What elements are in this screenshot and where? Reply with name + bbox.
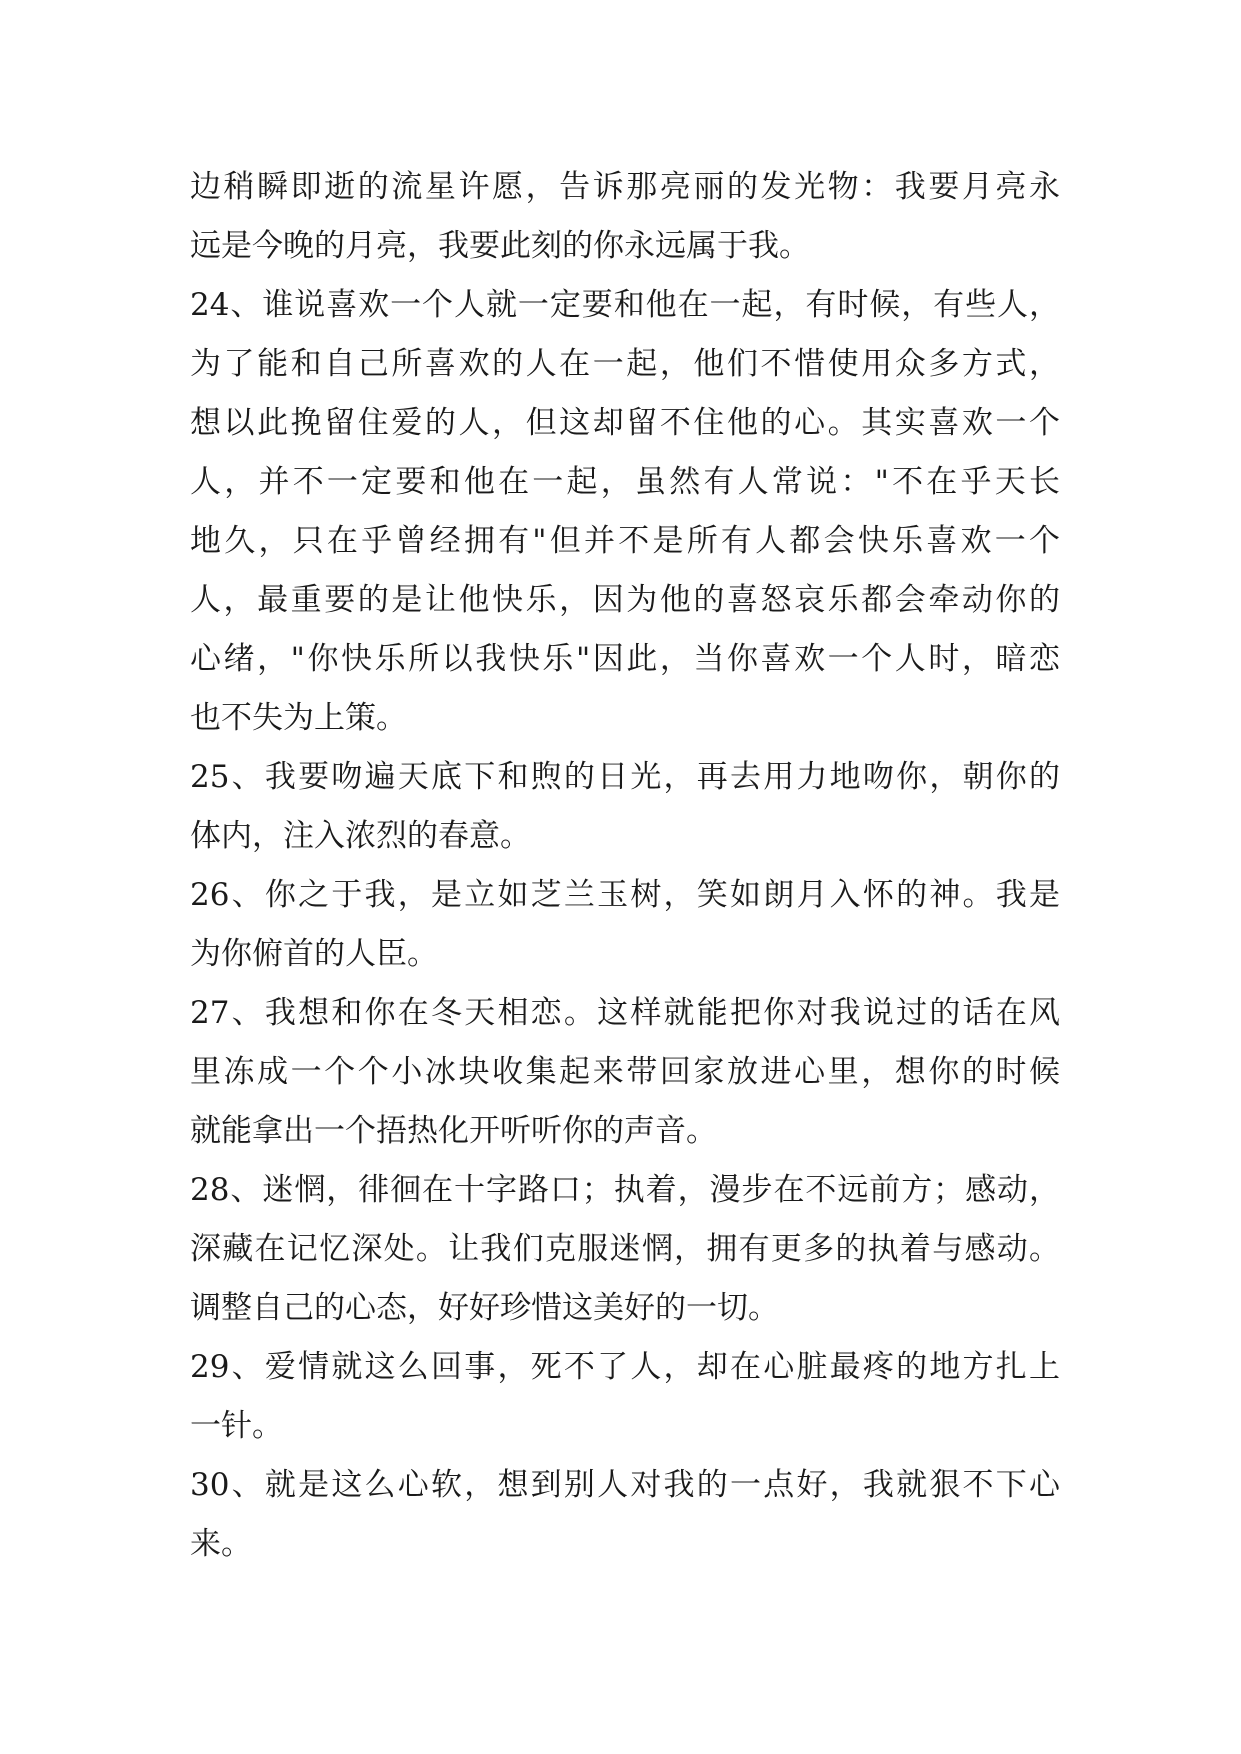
text-line: 深藏在记忆深处。让我们克服迷惘，拥有更多的执着与感动。: [190, 1231, 1060, 1267]
text-line: 30、就是这么心软，想到别人对我的一点好，我就狠不下心: [190, 1467, 1060, 1503]
text-line: 体内，注入浓烈的春意。: [190, 818, 531, 854]
text-line: 人，并不一定要和他在一起，虽然有人常说："不在乎天长: [190, 464, 1060, 500]
text-line: 为你俯首的人臣。: [190, 936, 438, 972]
text-line: 一针。: [190, 1408, 283, 1444]
text-line: 人，最重要的是让他快乐，因为他的喜怒哀乐都会牵动你的: [190, 582, 1060, 618]
text-line: 就能拿出一个捂热化开听听你的声音。: [190, 1113, 717, 1149]
text-line: 远是今晚的月亮，我要此刻的你永远属于我。: [190, 228, 810, 264]
text-line: 也不失为上策。: [190, 700, 407, 736]
document-body: [190, 158, 1060, 1574]
text-line: 27、我想和你在冬天相恋。这样就能把你对我说过的话在风: [190, 995, 1060, 1031]
text-line: 29、爱情就这么回事，死不了人，却在心脏最疼的地方扎上: [190, 1349, 1060, 1385]
text-line: 调整自己的心态，好好珍惜这美好的一切。: [190, 1290, 779, 1326]
text-line: 来。: [190, 1526, 252, 1562]
text-line: 想以此挽留住爱的人，但这却留不住他的心。其实喜欢一个: [190, 405, 1060, 441]
text-line: 里冻成一个个小冰块收集起来带回家放进心里，想你的时候: [190, 1054, 1060, 1090]
text-line: 26、你之于我，是立如芝兰玉树，笑如朗月入怀的神。我是: [190, 877, 1060, 913]
text-line: 25、我要吻遍天底下和煦的日光，再去用力地吻你，朝你的: [190, 759, 1060, 795]
text-line: 地久，只在乎曾经拥有"但并不是所有人都会快乐喜欢一个: [190, 523, 1060, 559]
text-line: 心绪，"你快乐所以我快乐"因此，当你喜欢一个人时，暗恋: [190, 641, 1060, 677]
text-line: 为了能和自己所喜欢的人在一起，他们不惜使用众多方式，: [190, 346, 1060, 382]
text-line: 28、迷惘，徘徊在十字路口；执着，漫步在不远前方；感动，: [190, 1172, 1060, 1208]
text-line: 24、谁说喜欢一个人就一定要和他在一起，有时候，有些人，: [190, 287, 1060, 323]
text-line: 边稍瞬即逝的流星许愿，告诉那亮丽的发光物：我要月亮永: [190, 169, 1060, 205]
